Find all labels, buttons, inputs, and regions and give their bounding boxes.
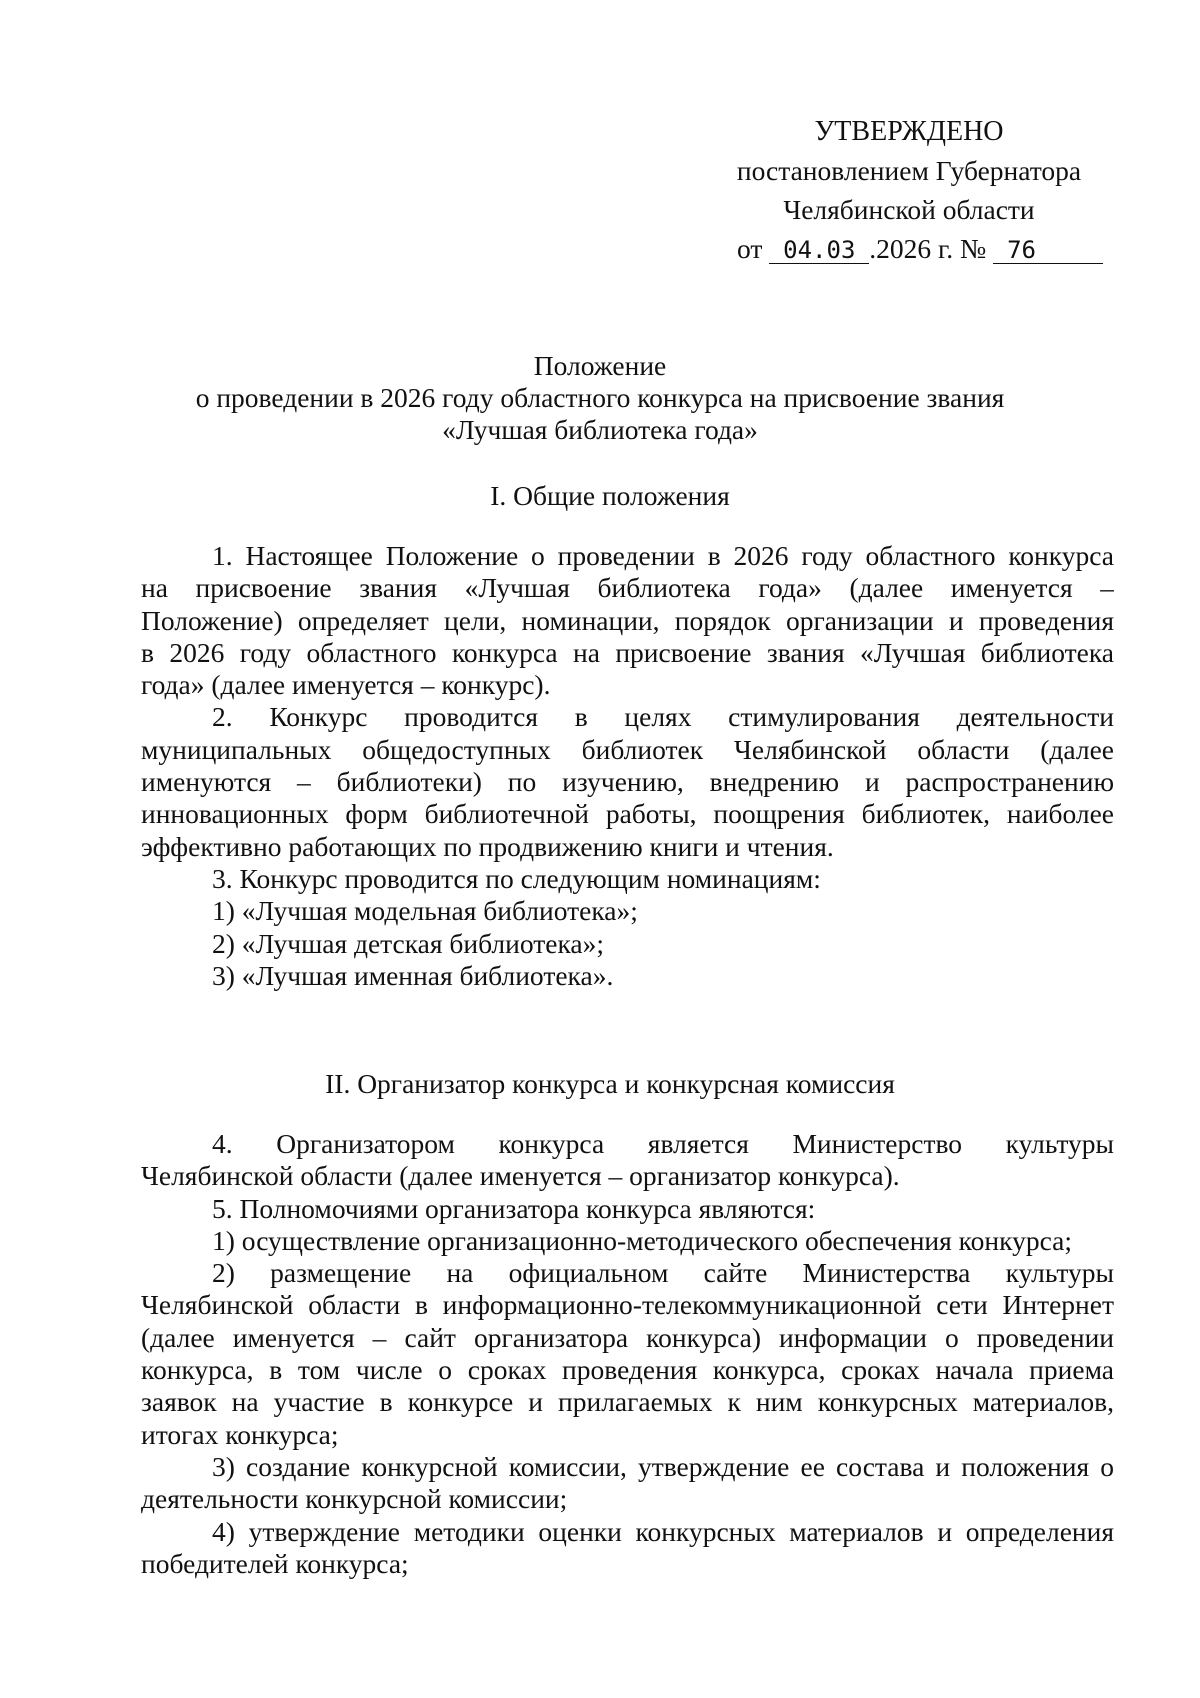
from-label: от xyxy=(737,233,763,264)
section-2-body xyxy=(141,1128,1114,1580)
section-1-body xyxy=(141,540,1114,992)
document-title xyxy=(130,350,1070,446)
nomination-item: 1) «Лучшая модельная библиотека»; xyxy=(212,895,638,927)
paragraph-1-line: года» (далее именуется – конкурс). xyxy=(141,669,551,701)
approval-line-2: Челябинской области xyxy=(783,194,1035,225)
section-2-heading: II. Организатор конкурса и конкурсная комиссия xyxy=(325,1068,895,1099)
nomination-item: 2) «Лучшая детская библиотека»; xyxy=(212,927,605,959)
document-title-line-1: Положение xyxy=(533,350,667,381)
powers-item-2-line: Челябинской области в информационно-телекоммуникационной сети Интернет xyxy=(141,1289,1114,1321)
powers-item-2-line: итогах конкурса; xyxy=(141,1418,339,1450)
document-title-line-3: «Лучшая библиотека года» xyxy=(442,414,758,445)
paragraph-4-line: 4. Организатором конкурса является Министерство культуры xyxy=(212,1128,1114,1159)
paragraph-1-line: Положение) определяет цели, номинации, порядок организации и проведения xyxy=(141,604,1114,636)
powers-item-2-line: конкурса, в том числе о сроках проведения конкурса, сроках начала приема xyxy=(141,1354,1114,1386)
powers-item-2-line: заявок на участие в конкурсе и прилагаемых к ним конкурсных материалов, xyxy=(141,1386,1114,1418)
approval-year: .2026 г. № xyxy=(869,233,987,264)
section-1-heading: I. Общие положения xyxy=(490,480,730,511)
powers-item-2-line: (далее именуется – сайт организатора конкурса) информации о проведении xyxy=(141,1321,1114,1353)
paragraph-1-line: 1. Настоящее Положение о проведении в 2026 году областного конкурса xyxy=(212,540,1114,571)
approval-date-line xyxy=(709,229,1109,268)
paragraph-3: 3. Конкурс проводится по следующим номинациям: xyxy=(212,862,821,894)
paragraph-1-line: в 2026 году областного конкурса на присвоение звания «Лучшая библиотека xyxy=(141,636,1114,668)
approval-line-1: постановлением Губернатора xyxy=(736,155,1082,186)
approval-number: 76 xyxy=(993,237,1103,264)
paragraph-4-line: Челябинской области (далее именуется – организатор конкурса). xyxy=(141,1160,900,1192)
paragraph-2-line: именуются – библиотеки) по изучению, внедрению и распространению xyxy=(141,766,1114,798)
paragraph-2-line: инновационных форм библиотечной работы, поощрения библиотек, наиболее xyxy=(141,798,1114,830)
powers-item-4-line: 4) утверждение методики оценки конкурсных материалов и определения xyxy=(212,1515,1114,1547)
powers-item-2-line: 2) размещение на официальном сайте Министерства культуры xyxy=(212,1257,1114,1289)
powers-item-3-line: 3) создание конкурсной комиссии, утверждение ее состава и положения о xyxy=(212,1450,1114,1482)
approval-date: 04.03 xyxy=(769,237,869,264)
paragraph-2-line: 2. Конкурс проводится в целях стимулирования деятельности xyxy=(212,701,1114,733)
document-title-line-2: о проведении в 2026 году областного конкурса на присвоение звания xyxy=(195,382,1005,413)
powers-item-1: 1) осуществление организационно-методического обеспечения конкурса; xyxy=(212,1224,1072,1256)
powers-item-3-line: деятельности конкурсной комиссии; xyxy=(141,1483,568,1515)
nomination-item: 3) «Лучшая именная библиотека». xyxy=(212,959,614,991)
approval-block xyxy=(709,112,1109,268)
paragraph-5: 5. Полномочиями организатора конкурса являются: xyxy=(212,1192,816,1224)
approval-title: УТВЕРЖДЕНО xyxy=(814,116,1004,147)
paragraph-2-line: эффективно работающих по продвижению книги и чтения. xyxy=(141,830,834,862)
paragraph-2-line: муниципальных общедоступных библиотек Челябинской области (далее xyxy=(141,733,1114,765)
paragraph-1-line: на присвоение звания «Лучшая библиотека года» (далее именуется – xyxy=(141,572,1114,604)
powers-item-4-line: победителей конкурса; xyxy=(141,1547,409,1579)
